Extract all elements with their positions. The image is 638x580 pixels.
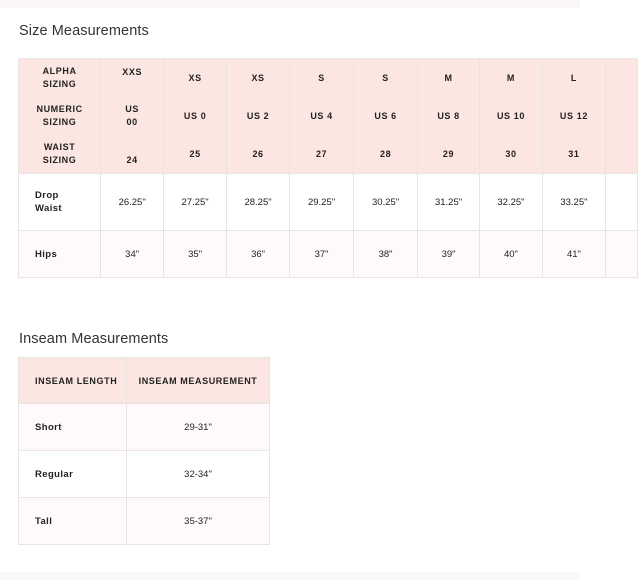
size-column-xxs [101, 59, 164, 174]
drop-waist-cell: 32.25" [479, 174, 542, 231]
alpha-size: S [382, 72, 389, 83]
inseam-measurement-header: INSEAM MEASUREMENT [127, 358, 270, 404]
waist-size: 26 [252, 148, 264, 159]
numeric-size: US 12 [559, 110, 588, 121]
inseam-measurement-cell: 29-31" [127, 404, 270, 451]
hips-cell: 34" [101, 231, 164, 278]
waist-size: 25 [189, 148, 201, 159]
size-header-labels [19, 59, 101, 174]
size-header-row [19, 59, 638, 174]
alpha-size: M [506, 72, 516, 83]
numeric-size: US 6 [374, 110, 397, 121]
hips-cell: 37" [290, 231, 354, 278]
drop-waist-cell: 33.25" [542, 174, 605, 231]
waist-size: 27 [315, 148, 328, 159]
size-column-m-8 [418, 59, 480, 174]
size-measurements-table [18, 58, 638, 278]
hips-label: Hips [19, 231, 101, 278]
size-column-xs-0 [164, 59, 227, 174]
waist-size: 30 [505, 148, 517, 159]
alpha-size: M [444, 72, 453, 83]
hips-cell: 38" [354, 231, 418, 278]
numeric-size: US [125, 104, 139, 114]
alpha-size: S [318, 72, 325, 83]
inseam-length-cell: Regular [19, 451, 127, 498]
alpha-size: XXS [122, 66, 143, 77]
inseam-row-regular [19, 451, 270, 498]
drop-waist-cell: 28.25" [227, 174, 290, 231]
top-edge-band [0, 0, 580, 8]
inseam-header-row [19, 358, 270, 404]
size-column-s-4 [290, 59, 354, 174]
waist-size: 28 [379, 148, 392, 159]
size-column-l-12 [542, 59, 605, 174]
numeric-size: US 8 [437, 110, 460, 121]
numeric-size: US 4 [310, 110, 333, 121]
hips-cell: 39" [418, 231, 480, 278]
size-column-cut-off [605, 59, 637, 174]
alpha-sizing-label: ALPHA SIZING [42, 66, 77, 89]
drop-waist-cell: 29.25" [290, 174, 354, 231]
drop-waist-cell: 27.25" [164, 174, 227, 231]
inseam-row-short [19, 404, 270, 451]
inseam-length-cell: Short [19, 404, 127, 451]
waist-size: 31 [568, 148, 580, 159]
drop-waist-row [19, 174, 638, 231]
hips-cell: 40" [479, 231, 542, 278]
inseam-measurements-title: Inseam Measurements [19, 331, 169, 347]
numeric-sizing-label: NUMERIC SIZING [36, 104, 83, 127]
inseam-measurement-cell: 32-34" [127, 451, 270, 498]
hips-row [19, 231, 638, 278]
drop-waist-label: Drop Waist [19, 174, 101, 231]
waist-size: 24 [126, 154, 138, 165]
waist-size: 29 [442, 148, 455, 159]
size-column-m-10 [479, 59, 542, 174]
drop-waist-cell: 26.25" [101, 174, 164, 231]
size-column-xs-2 [227, 59, 290, 174]
size-column-s-6 [354, 59, 418, 174]
alpha-size: XS [188, 72, 202, 83]
hips-cell: 36" [227, 231, 290, 278]
size-table-scroll-container[interactable] [18, 58, 588, 298]
hips-cell: 41" [542, 231, 605, 278]
numeric-size: US 2 [246, 110, 270, 121]
drop-waist-cell: 31.25" [418, 174, 480, 231]
waist-sizing-label: WAIST SIZING [42, 142, 77, 165]
hips-cell: 35" [164, 231, 227, 278]
inseam-measurement-cell: 35-37" [127, 498, 270, 545]
hips-cell-cut-off [605, 231, 637, 278]
inseam-length-header: INSEAM LENGTH [19, 358, 127, 404]
drop-waist-cell: 30.25" [354, 174, 418, 231]
drop-waist-cell-cut-off [605, 174, 637, 231]
bottom-edge-band [0, 572, 580, 580]
inseam-measurements-table [18, 357, 270, 545]
inseam-row-tall [19, 498, 270, 545]
numeric-size: US 0 [183, 110, 207, 121]
alpha-size: L [570, 72, 577, 83]
numeric-size: US 10 [496, 110, 525, 121]
numeric-size-line2: 00 [126, 117, 138, 127]
size-measurements-title: Size Measurements [19, 23, 149, 39]
inseam-length-cell: Tall [19, 498, 127, 545]
alpha-size: XS [251, 72, 265, 83]
